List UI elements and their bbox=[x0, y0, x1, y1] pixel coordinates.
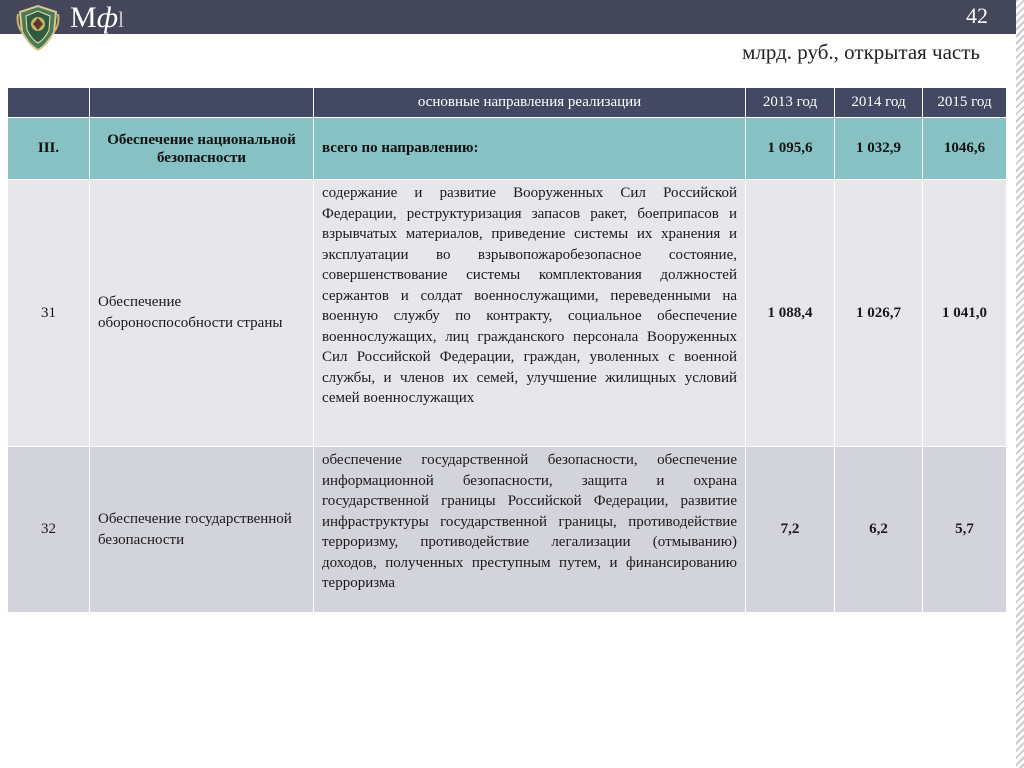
row-value-2014: 1 026,7 bbox=[835, 180, 923, 447]
ministry-crest-icon bbox=[16, 2, 60, 52]
section-row bbox=[8, 118, 1007, 180]
section-value-2015: 1046,6 bbox=[923, 118, 1007, 180]
header-cell-name bbox=[90, 88, 314, 118]
row-name: Обеспечение государственной безопасности bbox=[90, 447, 314, 613]
decorative-stripe bbox=[1016, 0, 1024, 768]
row-code: 31 bbox=[8, 180, 90, 447]
row-description: обеспечение государственной безопасности, обеспечение информационной безопасности, защита и охрана государственной границы Российской Федерации, развитие инфраструктуры государственной границы, противодействие терроризму, противодействие легализации (отмыванию) доходов, полученных преступным путем, и финансированию терроризма bbox=[314, 447, 746, 613]
section-code: III. bbox=[8, 118, 90, 180]
table-row bbox=[8, 447, 1007, 613]
section-description: всего по направлению: bbox=[314, 118, 746, 180]
row-value-2015: 1 041,0 bbox=[923, 180, 1007, 447]
row-value-2014: 6,2 bbox=[835, 447, 923, 613]
header-cell-2013: 2013 год bbox=[746, 88, 835, 118]
row-description: содержание и развитие Вооруженных Сил Российской Федерации, реструктуризация запасов ракет, боеприпасов и взрывчатых материалов, приведение системы их хранения и эксплуатации во взрывопожаробезопасное состояние, совершенствование системы комплектования должностей сержантов и солдат военнослужащими, переведенными на военную службу по контракту, социальное обеспечение военнослужащих, лиц гражданского персонала Вооруженных Сил Российской Федерации, граждан, уволенных с военной службы, и членов их семей, улучшение жилищных условий семей военнослужащих bbox=[314, 180, 746, 447]
table-header-row bbox=[8, 88, 1007, 118]
logo-text-bar: l bbox=[118, 7, 125, 32]
row-code: 32 bbox=[8, 447, 90, 613]
header-cell-code bbox=[8, 88, 90, 118]
header-cell-2014: 2014 год bbox=[835, 88, 923, 118]
section-name: Обеспечение национальной безопасности bbox=[90, 118, 314, 180]
row-value-2013: 7,2 bbox=[746, 447, 835, 613]
header-cell-2015: 2015 год bbox=[923, 88, 1007, 118]
row-value-2013: 1 088,4 bbox=[746, 180, 835, 447]
page-number: 42 bbox=[966, 3, 988, 28]
section-value-2013: 1 095,6 bbox=[746, 118, 835, 180]
logo-text-main: М bbox=[70, 1, 97, 34]
section-value-2014: 1 032,9 bbox=[835, 118, 923, 180]
logo-text bbox=[70, 1, 124, 35]
title-bar bbox=[0, 0, 1024, 34]
budget-table bbox=[7, 87, 1006, 613]
logo-text-italic: ф bbox=[96, 1, 118, 34]
table-row bbox=[8, 180, 1007, 447]
row-name: Обеспечение обороноспособности страны bbox=[90, 180, 314, 447]
units-label: млрд. руб., открытая часть bbox=[742, 40, 980, 64]
header-cell-directions: основные направления реализации bbox=[314, 88, 746, 118]
row-value-2015: 5,7 bbox=[923, 447, 1007, 613]
